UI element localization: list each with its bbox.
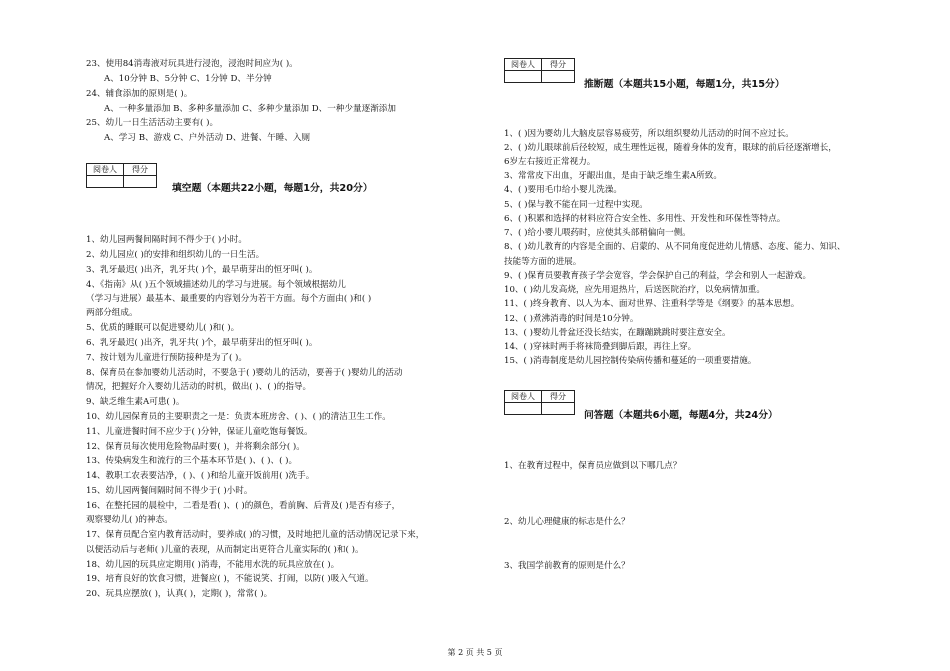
fill-item: 1、幼儿园两餐间隔时间不得少于( )小时。 [86,235,247,245]
reviewer-label: 阅卷人 [505,391,542,403]
question-24: 24、辅食添加的原则是( )。 [86,89,193,99]
fill-item: 11、儿童进餐时间不应少于( )分钟，保证儿童吃饱每餐饭。 [86,427,313,437]
judge-item: 4、( )要用毛巾给小婴儿洗澡。 [504,185,623,195]
fill-item: 14、教职工农表要洁净，( )、( )和给儿童开饭前用( )洗手。 [86,471,315,481]
fill-item: 两部分组成。 [86,308,138,318]
question-25: 25、幼儿一日生活活动主要有( )。 [86,118,219,128]
fill-item: 20、玩具应摆放( )，认真( )，定期( )，常常( )。 [86,589,273,599]
reviewer-label: 阅卷人 [505,59,542,71]
fill-item: （学习与进展）最基本、最重要的内容划分为若干方面。每个方面由( )和( ) [86,294,372,304]
judge-item: 1、( )因为婴幼儿大脑皮层容易疲劳，所以组织婴幼儿活动的时间不应过长。 [504,129,794,139]
judge-item: 14、( )穿袜时两手将袜筒叠到脚后跟，再往上穿。 [504,342,697,352]
fill-item: 4、《指南》从( )五个领域描述幼儿的学习与进展。每个领域根据幼儿 [86,280,346,290]
score-box-qa [504,390,575,415]
judge-item: 9、( )保育员要教育孩子学会宽容，学会保护自己的利益，学会和别人一起游戏。 [504,271,812,281]
fill-item: 2、幼儿园应( )的安排和组织幼儿的一日生活。 [86,250,265,260]
fill-item: 12、保育员每次使用危险物品时要( )，并将剩余部分( )。 [86,442,305,452]
score-label: 得分 [542,391,575,403]
fill-item: 16、在整托园的晨检中，二看是看( )、( )的颜色，看前胸、后背及( )是否有疹子， [86,501,401,511]
judge-item: 10、( )幼儿发高烧，应先用退热片，后送医院治疗，以免病情加重。 [504,285,765,295]
fill-item: 15、幼儿园两餐间隔时间不得少于( )小时。 [86,486,253,496]
options-23: A、10分钟 B、5分钟 C、1分钟 D、半分钟 [104,74,272,84]
fill-item: 5、优质的睡眠可以促进婴幼儿( )和( )。 [86,323,240,333]
options-24: A、一种多量添加 B、多种多量添加 C、多种少量添加 D、一种少量逐渐添加 [104,104,396,114]
fill-item: 观察婴幼儿( )的神态。 [86,515,173,525]
fill-item: 7、按计划为儿童进行预防接种是为了( )。 [86,353,247,363]
fill-item: 18、幼儿园的玩具应定期用( )消毒，不能用水洗的玩具应放在( )。 [86,560,340,570]
options-25: A、学习 B、游戏 C、户外活动 D、进餐、午睡、入厕 [104,133,311,143]
fill-item: 10、幼儿园保育员的主要职责之一是：负责本班房舍、( )、( )的清洁卫生工作。 [86,412,391,422]
judge-section-title: 推断题（本题共15小题，每题1分，共15分） [584,79,785,90]
fill-item: 3、乳牙最迟( )出齐，乳牙共( )个，最早萌芽出的恒牙叫( )。 [86,265,318,275]
page-footer: 第 2 页 共 5 页 [447,648,503,657]
qa-section-title: 问答题（本题共6小题，每题4分，共24分） [584,410,778,421]
fill-item: 9、缺乏维生素A可患( )。 [86,397,185,407]
judge-item: 7、( )给小婴儿喂药时，应使其头部稍偏向一侧。 [504,228,691,238]
judge-item: 5、( )保与教不能在同一过程中实现。 [504,200,648,210]
judge-item: 12、( )煮沸消毒的时间是10分钟。 [504,314,639,324]
score-label: 得分 [124,164,157,176]
fill-item: 8、保育员在参加婴幼儿活动时，不要急于( )婴幼儿的活动，要善于( )婴幼儿的活动 [86,368,403,378]
judge-item: 6岁左右接近正常视力。 [504,157,596,167]
judge-item: 15、( )消毒制度是幼儿园控制传染病传播和蔓延的一项重要措施。 [504,356,757,366]
qa-item: 1、在教育过程中，保育员应做到以下哪几点？ [504,461,682,471]
judge-item: 8、( )幼儿教育的内容是全面的、启蒙的、从不同角度促进幼儿情感、态度、能力、知识、 [504,242,846,252]
fill-item: 19、培育良好的饮食习惯，进餐应( )，不能说笑、打闹，以防( )吸入气道。 [86,574,374,584]
score-label: 得分 [542,59,575,71]
judge-item: 13、( )婴幼儿骨盆还没长结实，在蹦蹦跳跳时要注意安全。 [504,328,731,338]
score-box-fill [86,163,157,188]
fill-item: 以便活动后与老师( )儿童的表现，从而制定出更符合儿童实际的( )和( )。 [86,545,364,555]
fill-item: 情况，把握好介入婴幼儿活动的时机，做出( )、( )的指导。 [86,382,312,392]
fill-item: 17、保育员配合室内教育活动时，要养成( )的习惯，及时地把儿童的活动情况记录下来， [86,530,425,540]
judge-item: 3、常常皮下出血，牙龈出血，是由于缺乏维生素A所致。 [504,171,722,181]
qa-item: 3、我国学前教育的原则是什么？ [504,561,630,571]
qa-item: 2、幼儿心理健康的标志是什么？ [504,517,630,527]
fill-item: 13、传染病发生和流行的三个基本环节是( )、( )、( )。 [86,456,298,466]
judge-item: 11、( )终身教育、以人为本、面对世界、注重科学等是《纲要》的基本思想。 [504,299,800,309]
score-box-judge [504,58,575,83]
reviewer-label: 阅卷人 [87,164,124,176]
judge-item: 技能等方面的进展。 [504,257,582,267]
fill-item: 6、乳牙最迟( )出齐，乳牙共( )个，最早萌芽出的恒牙叫( )。 [86,338,318,348]
question-23: 23、使用84消毒液对玩具进行浸泡，浸泡时间应为( )。 [86,59,298,69]
judge-item: 2、( )幼儿眼球前后径较短，成生理性远视，随着身体的发育，眼球的前后径逐渐增长， [504,143,837,153]
judge-item: 6、( )积累和选择的材料应符合安全性、多用性、开发性和环保性等特点。 [504,214,786,224]
fill-section-title: 填空题（本题共22小题，每题1分，共20分） [172,183,373,194]
